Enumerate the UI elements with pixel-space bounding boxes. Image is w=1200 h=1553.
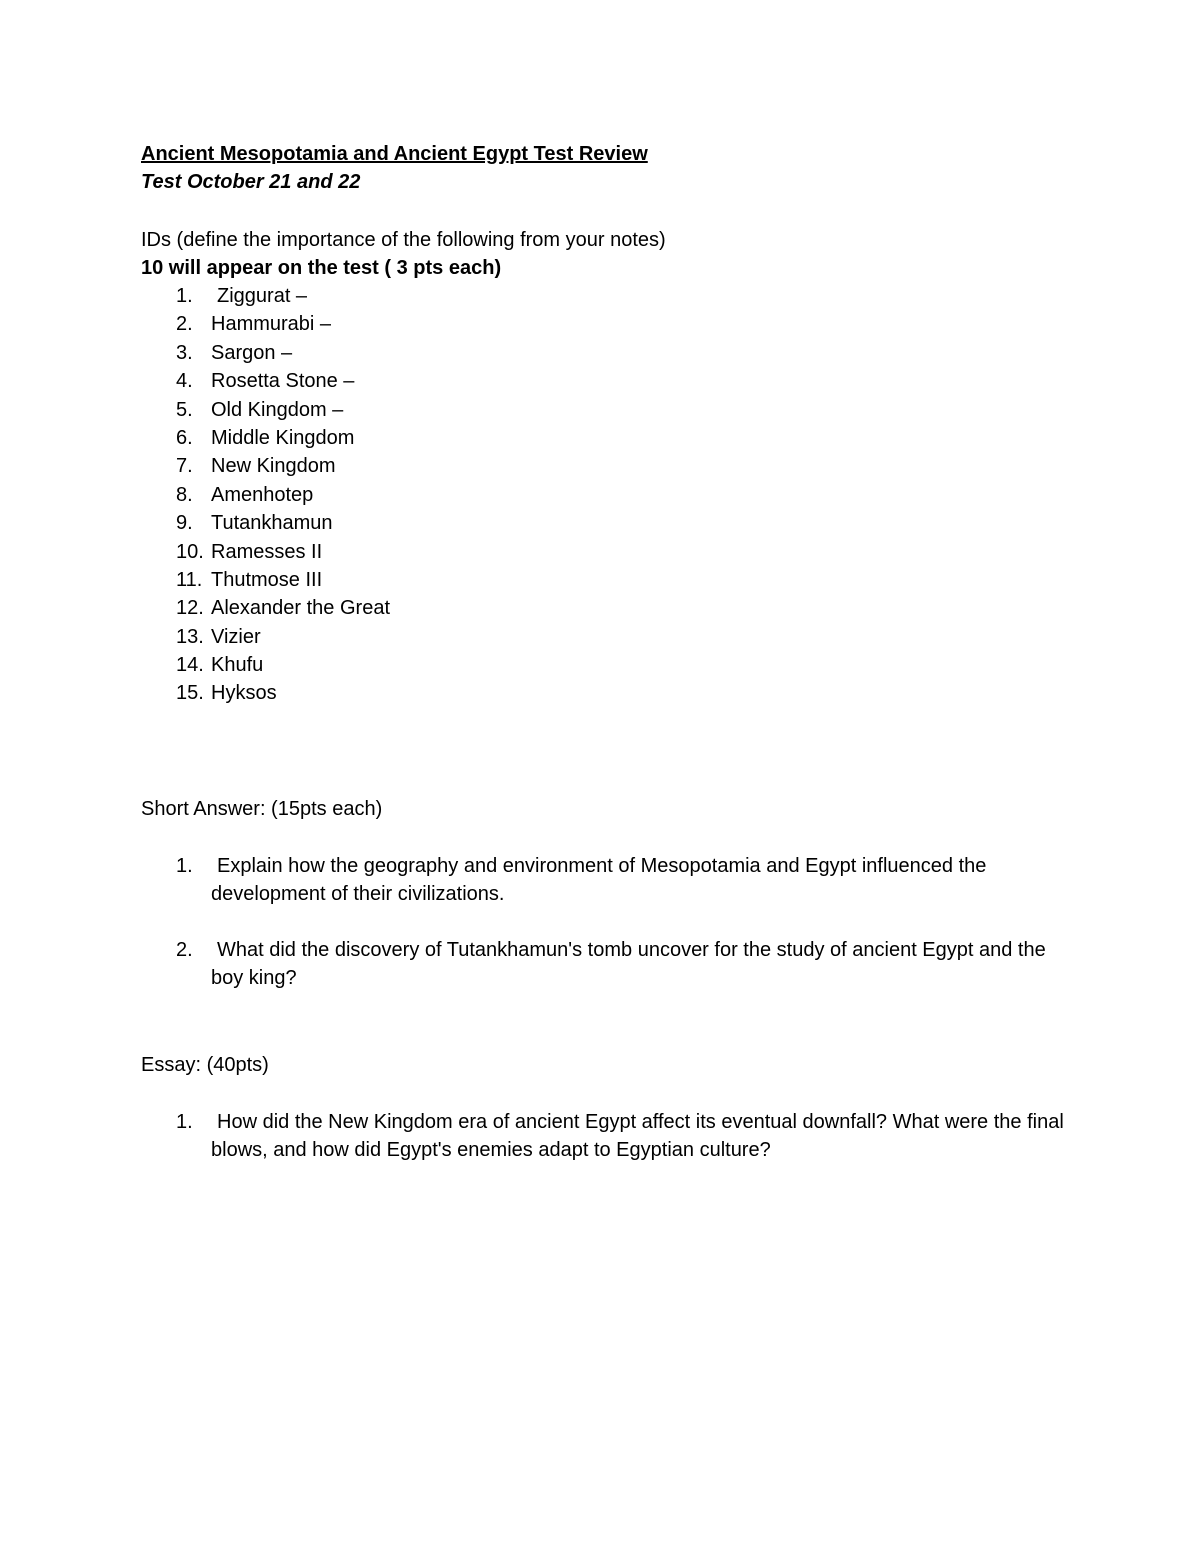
list-item-number: 6. [176,426,193,449]
list-item-term: Khufu [211,654,264,677]
list-item-term: Rosetta Stone – [211,370,355,393]
list-item [0,679,1200,707]
list-item-term: Tutankhamun [211,512,333,535]
list-item-term: Hyksos [211,682,277,705]
question-number: 1. [176,855,193,877]
list-item-term: Amenhotep [211,483,314,506]
list-item [0,538,1200,566]
list-item-number: 13. [176,625,204,648]
list-item-number: 8. [176,483,193,506]
list-item [0,396,1200,424]
list-item-term: Ramesses II [211,540,323,563]
list-item-term: Hammurabi – [211,313,332,336]
list-item [0,566,1200,594]
list-item [0,452,1200,480]
list-item-term: New Kingdom [211,455,336,478]
essay-heading: Essay: (40pts) [141,1054,269,1076]
list-item-term: Middle Kingdom [211,426,355,449]
list-item [0,651,1200,679]
list-item [0,310,1200,338]
list-item [0,594,1200,622]
list-item-term: Thutmose III [211,568,323,591]
ids-instructions: IDs (define the importance of the following from your notes) [141,229,666,251]
list-item-number: 9. [176,512,193,535]
document-title: Ancient Mesopotamia and Ancient Egypt Test Review [141,143,648,165]
list-item-term: Vizier [211,625,261,648]
list-item-number: 10. [176,540,204,563]
list-item-number: 3. [176,341,193,364]
list-item-number: 11. [176,568,203,591]
id-term-list [0,282,1200,708]
ids-points-note: 10 will appear on the test ( 3 pts each) [141,257,502,279]
list-item-number: 15. [176,682,204,705]
document-subtitle: Test October 21 and 22 [141,171,361,193]
list-item [0,509,1200,537]
question-text: What did the discovery of Tutankhamun's tomb uncover for the study of ancient Egypt and the boy king? [211,939,1046,989]
list-item-term: Sargon – [211,341,293,364]
list-item [0,481,1200,509]
list-item-term: Alexander the Great [211,597,390,620]
list-item-number: 1. [176,285,193,307]
list-item [0,282,1200,310]
list-item [0,339,1200,367]
list-item-number: 7. [176,455,193,478]
list-item-number: 14. [176,654,204,677]
list-item [0,367,1200,395]
list-item [0,623,1200,651]
list-item-number: 4. [176,370,193,393]
short-answer-heading: Short Answer: (15pts each) [141,798,383,820]
list-item-number: 5. [176,398,193,421]
list-item-number: 2. [176,313,193,336]
question-number: 1. [176,1111,193,1133]
list-item-term: Old Kingdom – [211,398,344,421]
list-item [0,424,1200,452]
question-text: How did the New Kingdom era of ancient Egypt affect its eventual downfall? What were the final blows, and how did Egypt's enemies adapt to Egyptian culture? [211,1111,1064,1161]
list-item-term: Ziggurat – [217,285,308,307]
question-text: Explain how the geography and environment of Mesopotamia and Egypt influenced the development of their civilizations. [211,855,987,905]
list-item-number: 12. [176,597,204,620]
question-number: 2. [176,939,193,961]
